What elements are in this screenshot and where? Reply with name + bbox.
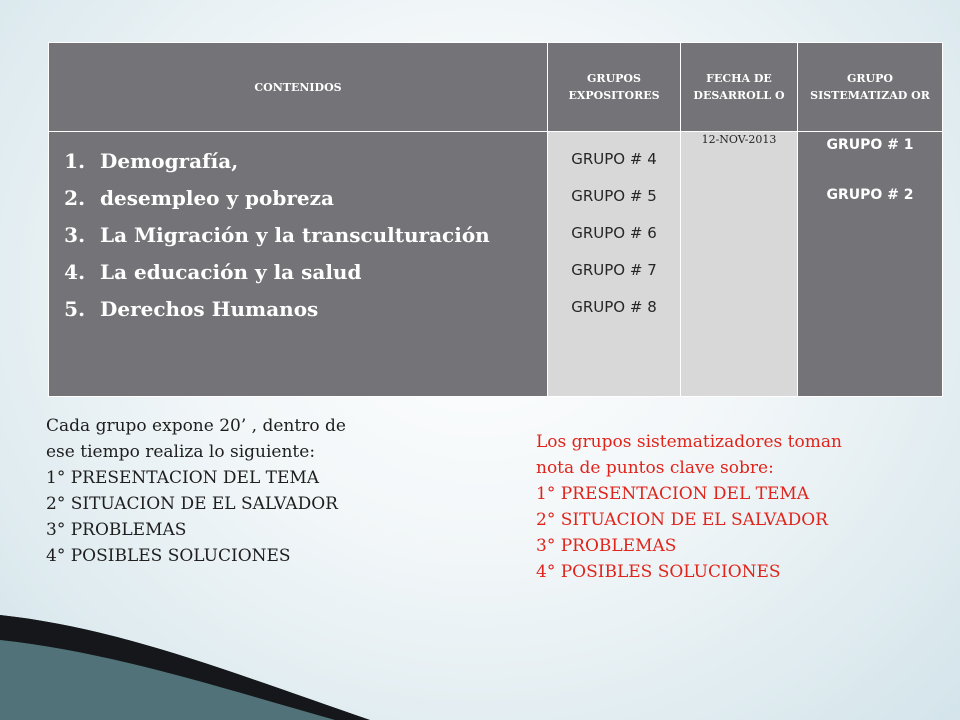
header-contenidos: CONTENIDOS [49, 43, 548, 132]
contenido-item: 3. La Migración y la transculturación [92, 217, 546, 254]
grupo-expositor: GRUPO # 6 [571, 224, 657, 242]
note-line: 4° POSIBLES SOLUCIONES [46, 546, 291, 566]
note-line: nota de puntos clave sobre: [536, 458, 774, 478]
grupos-sistematizadores-cell [798, 132, 943, 397]
grupo-expositor: GRUPO # 7 [571, 261, 657, 279]
note-line: 1° PRESENTACION DEL TEMA [536, 484, 810, 504]
note-line: ese tiempo realiza lo siguiente: [46, 442, 316, 462]
grupo-expositor: GRUPO # 5 [571, 187, 657, 205]
header-fecha-de-desarrollo: FECHA DE DESARROLL O [681, 43, 798, 132]
note-line: 2° SITUACION DE EL SALVADOR [536, 510, 828, 530]
contenido-item: 5. Derechos Humanos [92, 291, 546, 328]
instructions-note [46, 413, 446, 569]
contenidos-list [50, 143, 546, 328]
note-line: 4° POSIBLES SOLUCIONES [536, 562, 781, 582]
note-line: 2° SITUACION DE EL SALVADOR [46, 494, 338, 514]
grupo-expositor: GRUPO # 8 [571, 298, 657, 316]
contenido-item: 2. desempleo y pobreza [92, 180, 546, 217]
contenido-item: 4. La educación y la salud [92, 254, 546, 291]
contenidos-cell [49, 132, 548, 397]
note-line: Los grupos sistematizadores toman [536, 432, 842, 452]
header-grupos-expositores: GRUPOS EXPOSITORES [548, 43, 681, 132]
note-line: 3° PROBLEMAS [46, 520, 187, 540]
note-line: Cada grupo expone 20’ , dentro de [46, 416, 346, 436]
grupo-sistematizador: GRUPO # 2 [826, 187, 914, 203]
note-line: 1° PRESENTACION DEL TEMA [46, 468, 320, 488]
contenido-item: 1. Demografía, [92, 143, 546, 180]
schedule-table [48, 42, 943, 397]
grupo-expositor: GRUPO # 4 [571, 150, 657, 168]
note-line: 3° PROBLEMAS [536, 536, 677, 556]
systematizers-note [536, 429, 936, 585]
fecha-cell: 12-NOV-2013 [681, 132, 798, 397]
header-grupo-sistematizador: GRUPO SISTEMATIZAD OR [798, 43, 943, 132]
grupos-expositores-cell [548, 132, 681, 397]
grupo-sistematizador: GRUPO # 1 [826, 137, 914, 153]
